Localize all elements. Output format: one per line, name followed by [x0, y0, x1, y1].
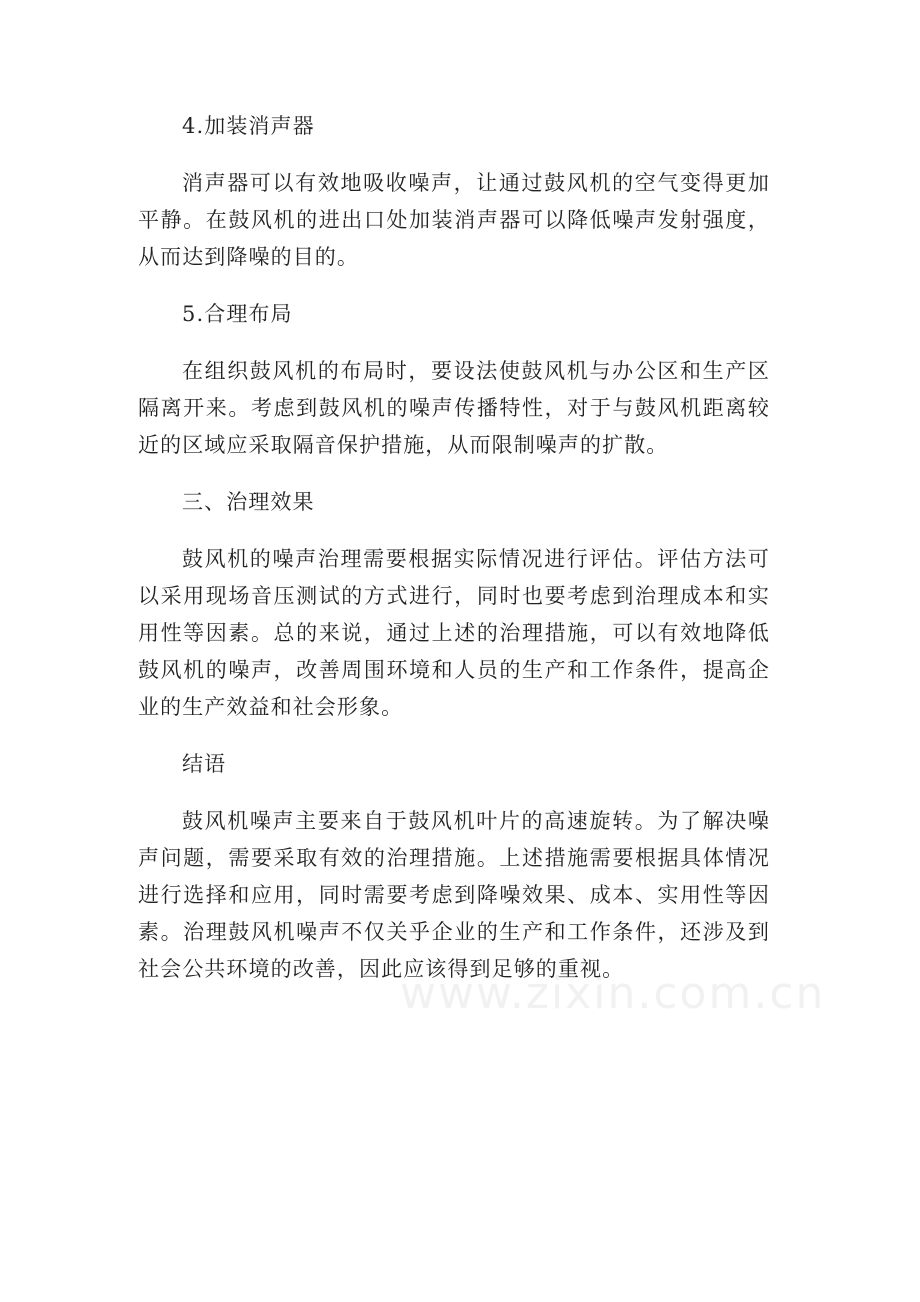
section-heading-muffler: 4.加装消声器 — [182, 114, 315, 138]
document-body — [138, 108, 770, 988]
spacer — [138, 276, 770, 296]
section-heading-layout: 5.合理布局 — [182, 302, 293, 326]
spacer — [138, 521, 770, 541]
paragraph-layout: 在组织鼓风机的布局时，要设法使鼓风机与办公区和生产区隔离开来。考虑到鼓风机的噪声传播特性，对于与鼓风机距离较近的区域应采取隔音保护措施，从而限制噪声的扩散。 — [138, 359, 770, 457]
paragraph-effect: 鼓风机的噪声治理需要根据实际情况进行评估。评估方法可以采用现场音压测试的方式进行，同时也要考虑到治理成本和实用性等因素。总的来说，通过上述的治理措施，可以有效地降低鼓风机的噪声，改善周围环境和人员的生产和工作条件，提高企业的生产效益和社会形象。 — [138, 547, 770, 719]
spacer — [138, 333, 770, 353]
section-heading-conclusion: 结语 — [182, 752, 227, 776]
spacer — [138, 783, 770, 803]
spacer — [138, 726, 770, 746]
section-heading-effect: 三、治理效果 — [182, 490, 315, 514]
paragraph-muffler: 消声器可以有效地吸收噪声，让通过鼓风机的空气变得更加平静。在鼓风机的进出口处加装消声器可以降低噪声发射强度，从而达到降噪的目的。 — [138, 171, 770, 269]
watermark-text: www.zixin.com.cn — [400, 968, 826, 1019]
spacer — [138, 464, 770, 484]
paragraph-conclusion: 鼓风机噪声主要来自于鼓风机叶片的高速旋转。为了解决噪声问题，需要采取有效的治理措施。上述措施需要根据具体情况进行选择和应用，同时需要考虑到降噪效果、成本、实用性等因素。治理鼓风机噪声不仅关乎企业的生产和工作条件，还涉及到社会公共环境的改善，因此应该得到足够的重视。 — [138, 809, 770, 981]
spacer — [138, 145, 770, 165]
